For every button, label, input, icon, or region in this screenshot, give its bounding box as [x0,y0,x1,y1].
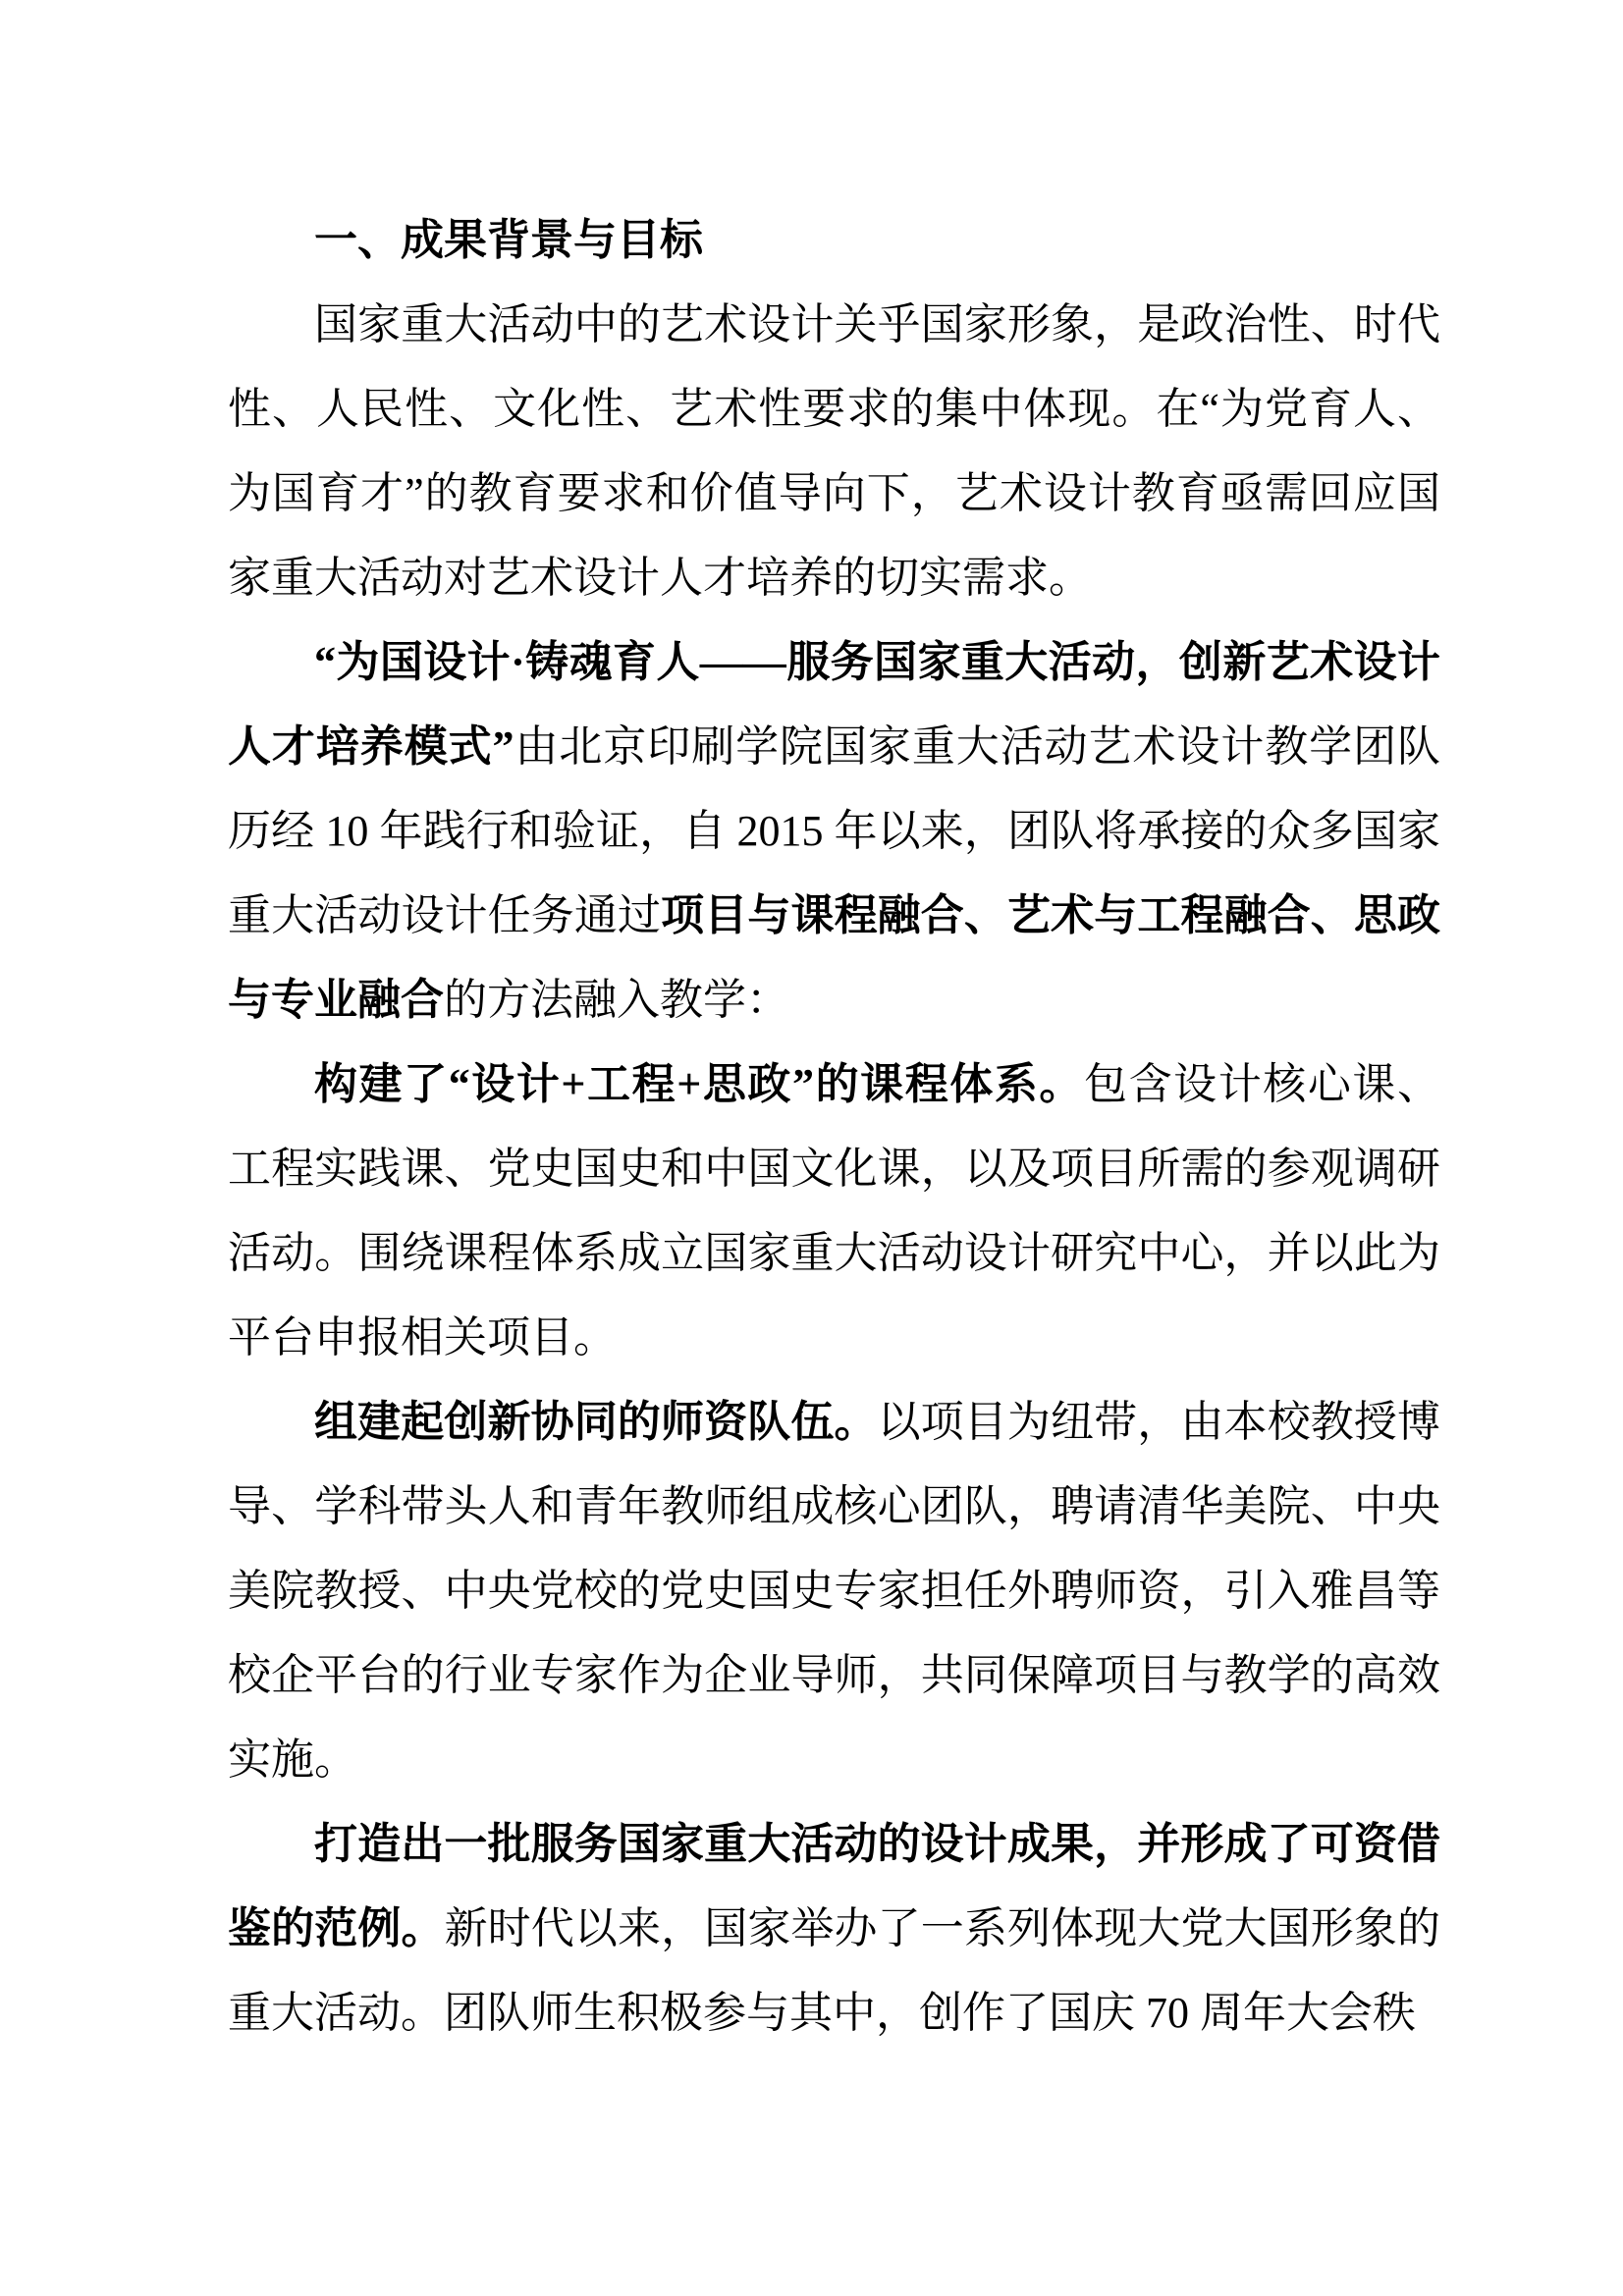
paragraph [228,1380,1440,1802]
text-segment-bold: 打造出一批服务国家重大活动的设计成果，并形成了可资借鉴的范例。 [228,1820,1440,1952]
paragraph [228,1802,1440,2056]
text-segment-bold: 项目与课程融合、艺术与工程融合、思政与专业融合 [228,891,1441,1024]
text-segment: 以项目为纽带，由本校教授博导、学科带头人和青年教师组成核心团队，聘请清华美院、中央美院教授、中央党校的党史国史专家担任外聘师资，引入雅昌等校企平台的行业专家作为企业导师，共同保障项目与教学的高效实施。 [228,1398,1441,1784]
text-segment: 新时代以来，国家举办了一系列体现大党大国形象的重大活动。团队师生积极参与其中，创作了国庆 70 周年大会秩 [228,1904,1441,2037]
text-segment: 国家重大活动中的艺术设计关乎国家形象，是政治性、时代性、人民性、文化性、艺术性要求的集中体现。在“为党育人、为国育才”的教育要求和价值导向下，艺术设计教育亟需回应国家重大活动对艺术设计人才培养的切实需求。 [228,300,1440,602]
text-segment-bold: “为国设计·铸魂育人——服务国家重大活动，创新艺术设计人才培养模式” [228,638,1440,771]
paragraph [228,620,1440,1042]
document-text-block [228,198,1440,2056]
text-segment: 由北京印刷学院国家重大活动艺术设计教学团队历经 10 年践行和验证，自 2015 年以来，团队将承接的众多国家重大活动设计任务通过 [228,722,1441,939]
text-segment-bold: 一、成果背景与目标 [314,216,703,264]
text-segment-bold: 构建了“设计+工程+思政”的课程体系。 [314,1060,1084,1108]
paragraph [228,283,1440,620]
paragraph [228,1042,1440,1380]
text-segment-bold: 组建起创新协同的师资队伍。 [314,1398,878,1446]
text-segment: 包含设计核心课、工程实践课、党史国史和中国文化课，以及项目所需的参观调研活动。围绕课程体系成立国家重大活动设计研究中心，并以此为平台申报相关项目。 [228,1060,1440,1362]
section-heading [228,198,1440,283]
text-segment: 的方法融入教学： [444,976,789,1024]
